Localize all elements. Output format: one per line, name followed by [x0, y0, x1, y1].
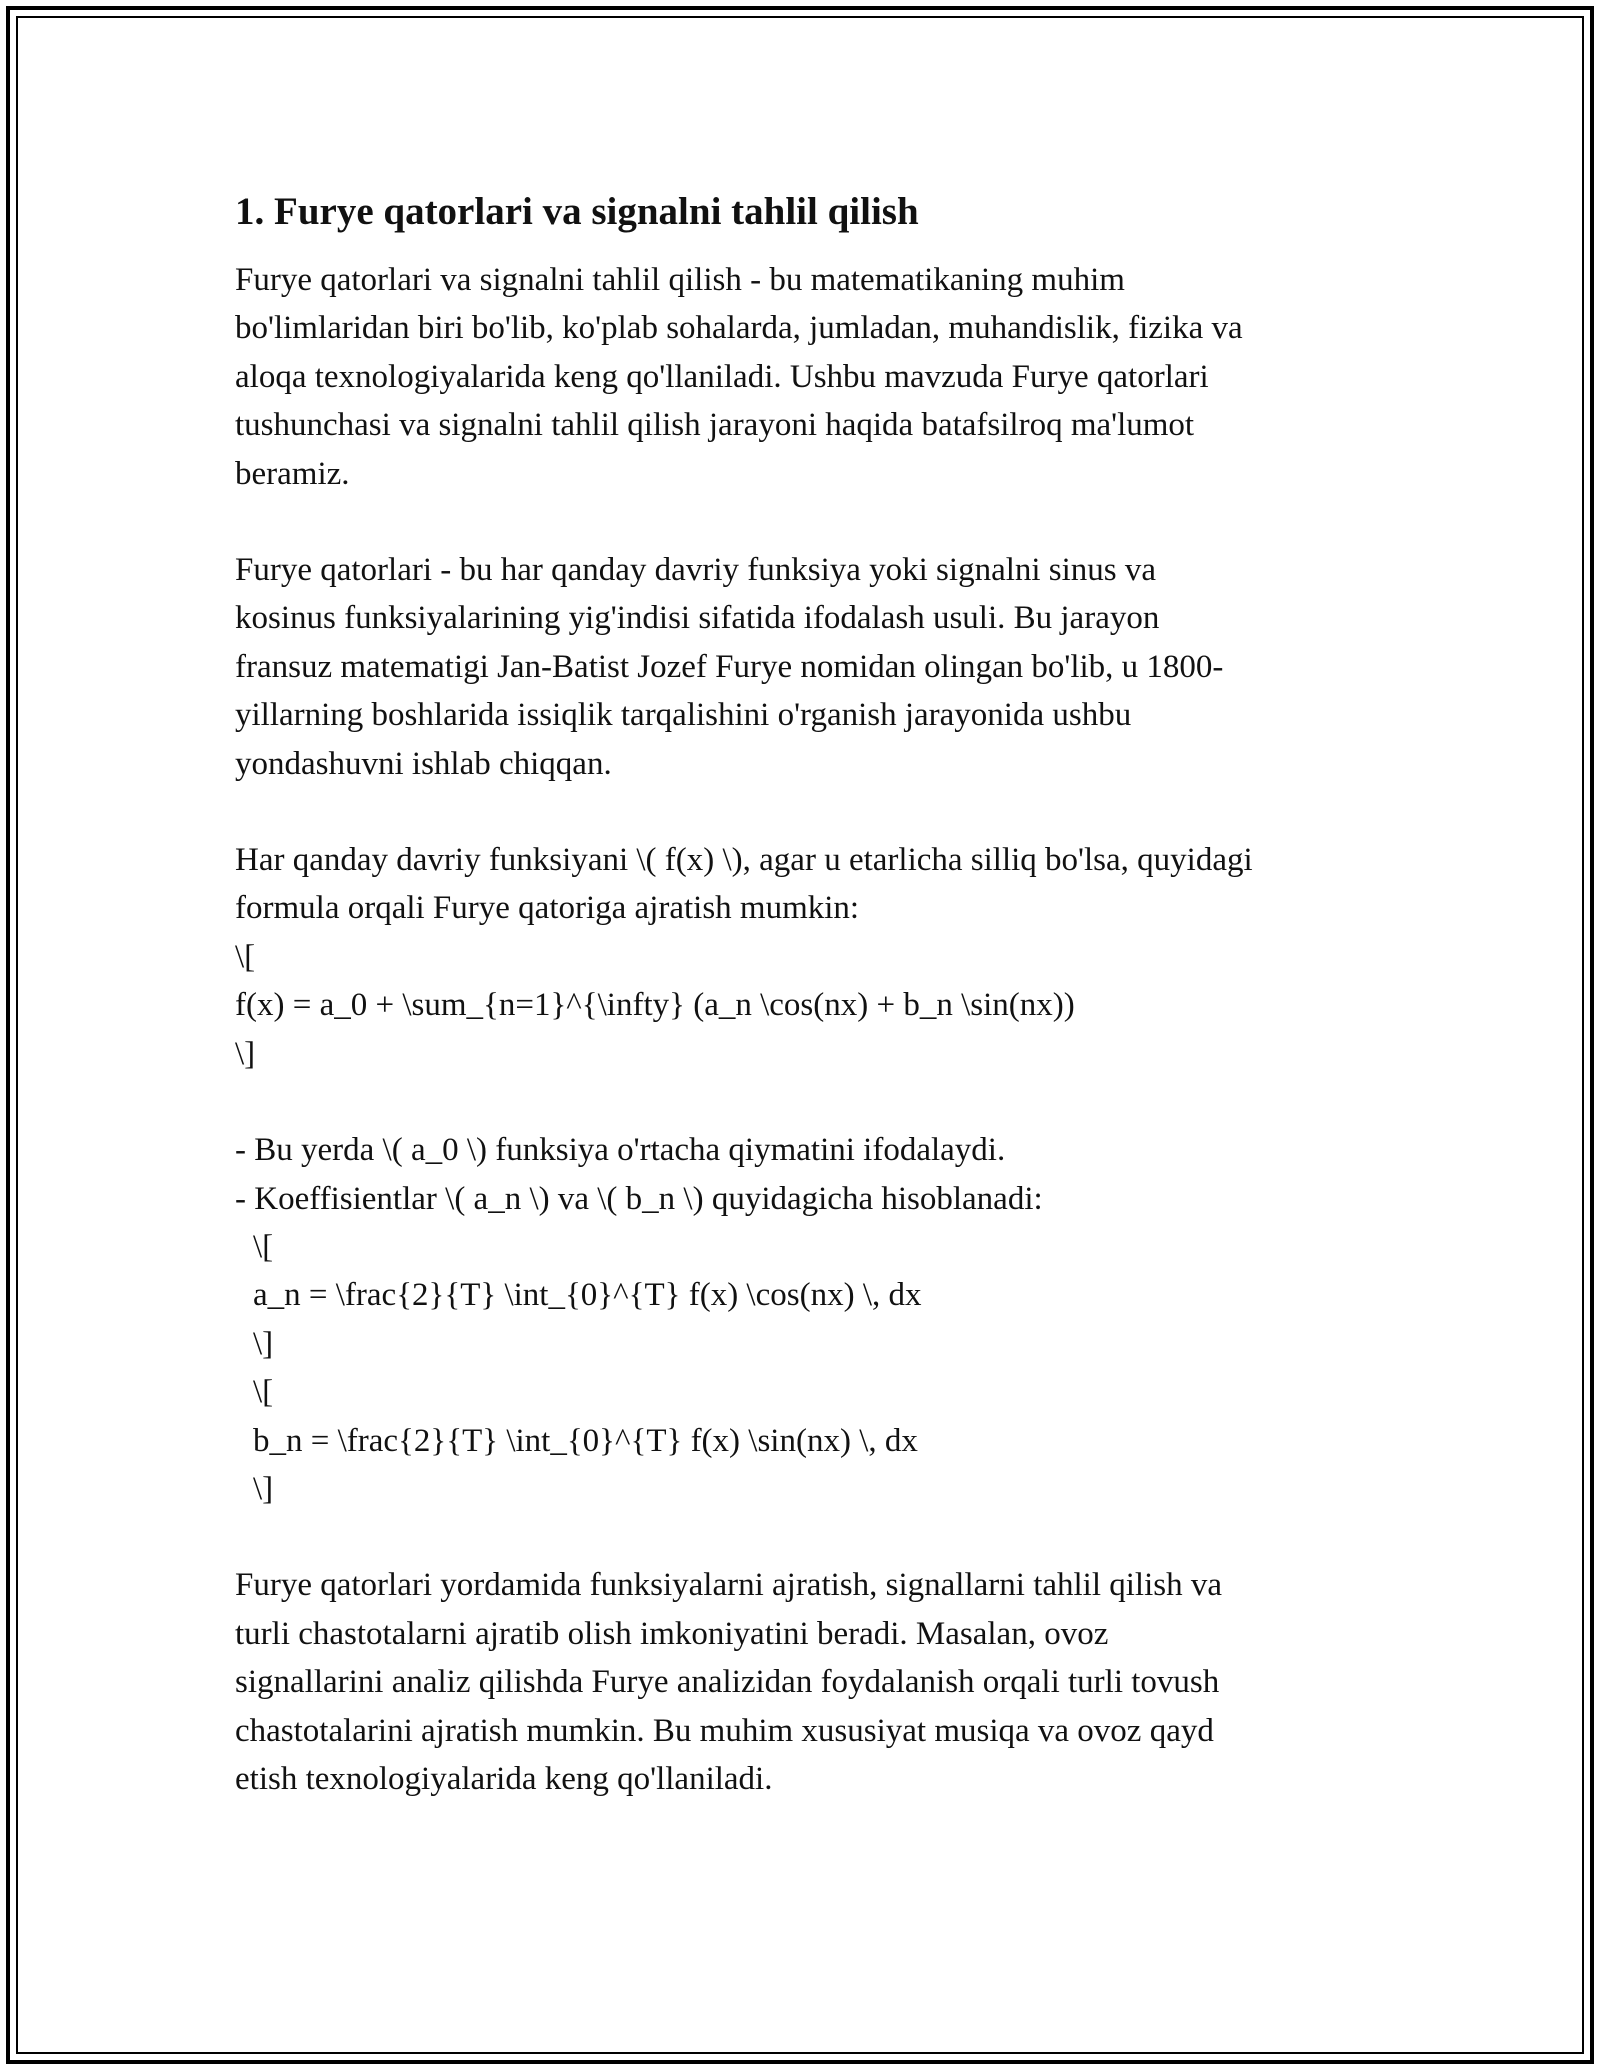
formula-open-bracket: \[ — [235, 938, 256, 975]
list-item-coefficients: - Koeffisientlar \( a_n \) va \( b_n \) quyidagicha hisoblanadi: — [235, 1180, 1043, 1217]
list-item-a0: - Bu yerda \( a_0 \) funksiya o'rtacha qiymatini ifodalaydi. — [235, 1132, 1006, 1169]
an-formula: a_n = \frac{2}{T} \int_{0}^{T} f(x) \cos(nx) \, dx — [253, 1277, 922, 1314]
bn-formula-close: \] — [253, 1470, 274, 1507]
document-body — [235, 186, 1395, 1851]
definition-paragraph: Furye qatorlari - bu har qanday davriy funksiya yoki signalni sinus va kosinus funksiyalarining yig'indisi sifatida ifodalash usuli. Bu jarayon fransuz matematigi Jan-Batist Jozef Furye nomidan olingan bo'lib, u 1800- yillarning boshlarida issiqlik tarqalishini o'rganish jarayonida ushbu yondashuvni ishlab chiqqan. — [235, 552, 1224, 782]
coefficient-list — [235, 1126, 1395, 1513]
fourier-series-formula: f(x) = a_0 + \sum_{n=1}^{\infty} (a_n \cos(nx) + b_n \sin(nx)) — [235, 987, 1075, 1024]
formula-section — [235, 836, 1395, 1078]
bn-formula: b_n = \frac{2}{T} \int_{0}^{T} f(x) \sin(nx) \, dx — [253, 1422, 918, 1459]
an-formula-close: \] — [253, 1325, 274, 1362]
an-formula-open: \[ — [253, 1228, 274, 1265]
bn-formula-open: \[ — [253, 1374, 274, 1411]
application-paragraph: Furye qatorlari yordamida funksiyalarni ajratish, signallarni tahlil qilish va turli chastotalarni ajratib olish imkoniyatini beradi. Masalan, ovoz signallarini analiz qilishda Furye analizidan foydalanish orqali turli tovush chastotalarini ajratish mumkin. Bu muhim xususiyat musiqa va ovoz qayd etish texnologiyalarida keng qo'llaniladi. — [235, 1567, 1223, 1797]
formula-intro-text: Har qanday davriy funksiyani \( f(x) \), agar u etarlicha silliq bo'lsa, quyidagi formula orqali Furye qatoriga ajratish mumkin: — [235, 842, 1253, 927]
section-heading: 1. Furye qatorlari va signalni tahlil qilish — [235, 190, 919, 233]
intro-paragraph: Furye qatorlari va signalni tahlil qilish - bu matematikaning muhim bo'limlaridan biri bo'lib, ko'plab sohalarda, jumladan, muhandislik, fizika va aloqa texnologiyalarida keng qo'llaniladi. Ushbu mavzuda Furye qatorlari tushunchasi va signalni tahlil qilish jarayoni haqida batafsilroq ma'lumot beramiz. — [235, 262, 1243, 492]
formula-close-bracket: \] — [235, 1035, 256, 1072]
